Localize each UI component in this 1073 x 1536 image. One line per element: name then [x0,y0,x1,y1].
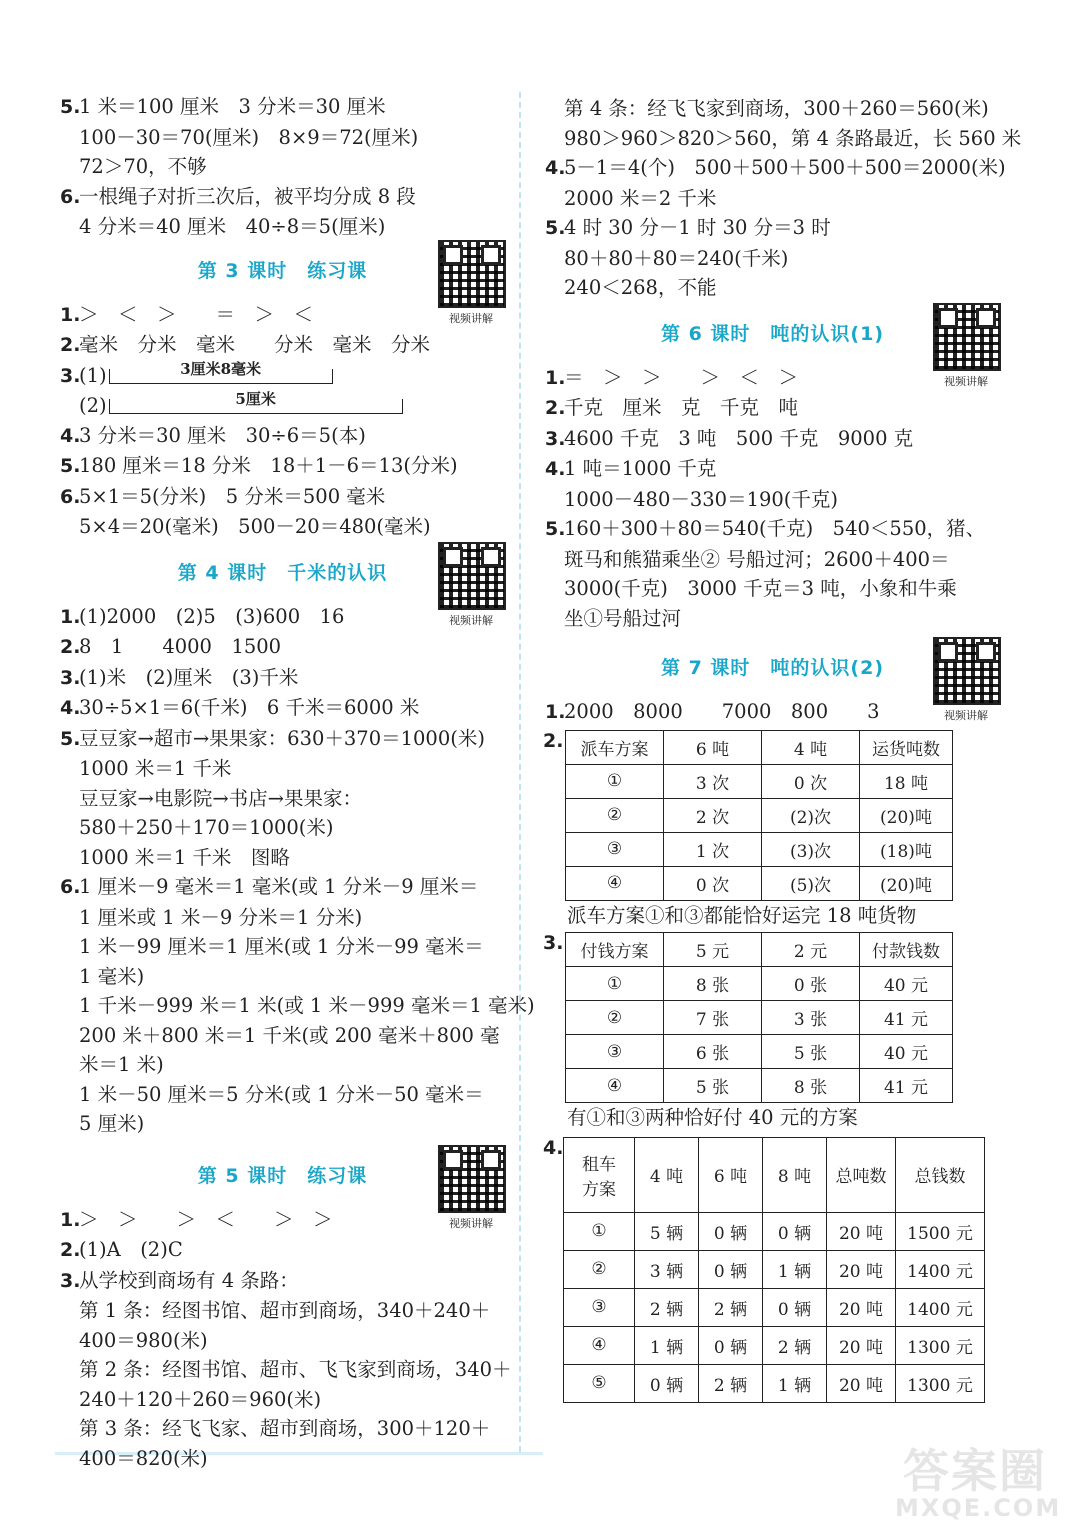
rental-table [563,1137,985,1403]
table-cell: ③ [566,832,664,866]
table-header-cell: 付款钱数 [860,933,953,967]
answer-line [60,991,535,1021]
ruler-line [109,390,403,414]
answer-line [60,1235,505,1266]
table-cell: ① [566,967,664,1001]
answer-text: 240＜268，不能 [564,276,717,299]
watermark-url: MXQE.COM [895,1494,1062,1522]
answer-text: 2000 米＝2 千米 [564,186,717,210]
qr-code-icon [933,637,1001,705]
answer-text: ＞ ＜ ＞ ＝ ＞ ＜ [79,302,314,326]
table-block-3 [545,932,1000,1133]
table-header-row [566,730,953,764]
table-cell: 3 次 [664,764,762,798]
table-cell: 0 辆 [763,1212,827,1250]
qr-caption: 视频讲解 [449,1216,493,1230]
table-cell: ③ [566,1035,664,1069]
table-cell: 1 辆 [763,1364,827,1402]
answer-line [60,962,505,992]
table-row [564,1326,985,1364]
answer-line [545,273,1000,303]
answer-text: 1 厘米或 1 米－9 分米＝1 分米) [79,905,363,929]
table-row [564,1250,985,1288]
answer-text: 4600 千克 3 吨 500 千克 9000 克 [564,426,914,450]
table-header-cell: 2 元 [762,933,860,967]
ruler-prefix: (2) [79,394,107,417]
answer-line [545,184,1000,214]
item-number: 3. [60,1269,81,1292]
answer-text: 240＋120＋260＝960(米) [79,1387,322,1411]
item-number: 1. [545,366,566,389]
answer-text: 1000 米＝1 千米 图略 [79,845,290,869]
answer-line [60,1414,505,1444]
answer-line [60,1080,505,1110]
answer-line [60,903,505,933]
table-cell: 1400 元 [896,1250,985,1288]
answer-line [60,1266,505,1297]
item-number: 4. [60,697,81,719]
answer-text: ＞ ＞ ＞ ＜ ＞ ＞ [79,1207,333,1231]
table-cell: 3 张 [762,1001,860,1035]
answer-line [545,424,1000,455]
answer-text: 8 1 4000 1500 [79,635,282,658]
answer-line [60,932,505,962]
answer-line [545,393,1000,424]
answer-line [60,663,505,694]
answer-line [60,1326,505,1356]
answer-text: 豆豆家→电影院→书店→果果家： [79,786,363,810]
answer-text: 5×4＝20(毫米) 500－20＝480(毫米) [79,515,431,538]
table-cell: 20 吨 [827,1250,896,1288]
dispatch-table [565,730,953,901]
answer-line [60,1444,505,1474]
answer-text: 1 米－50 厘米＝5 分米(或 1 分米－50 毫米＝ [79,1082,484,1106]
table-cell: 5 张 [664,1069,762,1103]
qr-caption: 视频讲解 [449,311,493,325]
table-cell: 1 辆 [635,1326,699,1364]
answer-text: 一根绳子对折三次后，被平均分成 8 段 [79,184,416,208]
answer-text: 400＝980(米) [79,1328,208,1352]
answer-text: (1)米 (2)厘米 (3)千米 [79,665,299,689]
item-number: 6. [60,485,81,508]
answer-line [60,872,505,903]
section-title: 第 7 课时 吨的认识(2) [660,657,885,679]
table-header-cell: 6 吨 [699,1137,763,1212]
table-cell: 1300 元 [896,1364,985,1402]
answer-text: 坐①号船过河 [564,606,682,630]
table-cell: 0 辆 [763,1288,827,1326]
table-cell: 0 辆 [699,1250,763,1288]
table-header-cell: 总吨数 [827,1137,896,1212]
table-cell: 5 张 [762,1035,860,1069]
answer-text: 72＞70，不够 [79,155,207,178]
item-number: 1. [545,701,566,723]
qr-code[interactable] [437,240,505,326]
table-cell: ① [566,764,664,798]
table-cell: ② [566,1001,664,1035]
table-cell: (3)次 [762,832,860,866]
qr-caption: 视频讲解 [944,709,988,722]
answer-line [60,123,505,153]
table-cell: 1500 元 [896,1212,985,1250]
answer-text: 3000(千克) 3000 千克＝3 吨，小象和牛乘 [564,577,957,600]
answer-text: 1 吨＝1000 千克 [564,457,717,480]
item-number: 4. [543,1136,564,1159]
item-number: 3. [60,364,81,387]
table-cell: (20)吨 [860,866,953,900]
item-number: 2. [60,636,81,658]
table-row [564,1212,985,1250]
table-header-cell: 5 元 [664,933,762,967]
item-number: 3. [543,932,564,954]
answer-text: 100－30＝70(厘米) 8×9＝72(厘米) [79,125,419,149]
qr-code-icon [438,1145,506,1213]
table-cell: 41 元 [860,1001,953,1035]
answer-text: (1)A (2)C [79,1238,183,1261]
ruler-line [109,359,333,384]
answer-text: 3 分米＝30 厘米 30÷6＝5(本) [79,423,366,447]
answer-text: 180 厘米＝18 分米 18＋1－6＝13(分米) [79,454,458,477]
answer-line [60,482,505,513]
answer-line [60,152,505,182]
left-column [60,92,535,1473]
table-header-cell: 6 吨 [664,730,762,764]
table-cell: 6 张 [664,1035,762,1069]
item-number: 1. [60,605,81,628]
qr-code[interactable] [932,637,1000,723]
qr-code-icon [438,240,506,308]
answer-text: 980＞960＞820＞560，第 4 条路最近，长 560 米 [564,126,1022,150]
answer-line [60,843,505,873]
item-number: 2. [60,1239,81,1261]
answer-line [60,693,505,724]
right-column [543,94,1022,1403]
answer-line [545,94,1000,124]
answer-text: 第 4 条：经飞飞家到商场，300＋260＝560(米) [564,97,989,120]
answer-line [545,124,1022,154]
table-cell: ④ [566,866,664,900]
answer-line [60,1050,505,1080]
table-cell: 5 辆 [635,1212,699,1250]
answer-text: 1 毫米) [79,964,145,988]
table-header-cell: 4 吨 [635,1137,699,1212]
answer-text: 1 米－99 厘米＝1 厘米(或 1 分米－99 毫米＝ [79,935,484,958]
answer-text: 80＋80＋80＝240(千米) [564,246,789,270]
answer-text: 第 3 条：经飞飞家、超市到商场，300＋120＋ [79,1417,491,1440]
item-number: 1. [60,303,81,326]
ruler-label: 5厘米 [235,390,276,408]
table-cell: ④ [564,1326,635,1364]
answer-line [60,754,505,784]
table-block-4 [545,1137,1000,1403]
item-number: 3. [545,427,566,450]
table-cell: 40 元 [860,967,953,1001]
qr-code[interactable] [932,303,1000,389]
ruler-label: 3厘米8毫米 [180,359,262,378]
answer-text: 1000 米＝1 千米 [79,757,232,780]
answer-text: 1 米＝100 厘米 3 分米＝30 厘米 [79,95,386,118]
table-cell: (20)吨 [860,798,953,832]
answer-line [60,1109,505,1139]
answer-line [60,784,505,814]
table-cell: ② [566,798,664,832]
answer-text: ＝ ＞ ＞ ＞ ＜ ＞ [564,365,799,389]
answer-line [545,485,1000,515]
watermark-logo: 答案圈 [903,1444,1047,1498]
table-cell: 8 张 [762,1069,860,1103]
table-header-cell: 付钱方案 [566,933,664,967]
table-header-row [564,1137,985,1212]
answer-line [60,1021,505,1051]
item-number: 5. [545,518,566,540]
section-title: 第 5 课时 练习课 [197,1164,368,1187]
answer-text: 斑马和熊猫乘坐② 号船过河；2600＋400＝ [564,547,950,571]
section-title: 第 4 课时 千米的认识 [177,561,388,584]
table-cell: (18)吨 [860,832,953,866]
table-cell: (2)次 [762,798,860,832]
answer-text: 5 厘米) [79,1112,145,1135]
table-row [564,1364,985,1402]
item-number: 4. [545,157,566,179]
table-row [566,764,953,798]
section-header-lesson6 [545,307,1000,388]
item-number: 5. [60,727,81,750]
answer-text: 30÷5×1＝6(千米) 6 千米＝6000 米 [79,696,420,719]
answer-line [60,421,505,452]
answer-text: 4 时 30 分－1 时 30 分＝3 时 [564,216,831,239]
table-cell: 8 张 [664,967,762,1001]
answer-text: 第 1 条：经图书馆、超市到商场，340＋240＋ [79,1299,491,1322]
site-watermark [895,1444,1062,1526]
qr-code[interactable] [437,1145,505,1231]
table-block-2 [545,730,1000,931]
table-cell: 1400 元 [896,1288,985,1326]
qr-caption: 视频讲解 [449,613,493,627]
answer-text: 豆豆家→超市→果果家：630＋370＝1000(米) [79,726,485,750]
table-row [564,1288,985,1326]
table-cell: 2 次 [664,798,762,832]
answer-line [545,604,1000,634]
answer-line [545,574,1000,604]
table-header-cell: 运货吨数 [860,730,953,764]
table-cell: 2 辆 [699,1288,763,1326]
answer-text: 400＝820(米) [79,1446,208,1470]
answer-line [60,1355,512,1385]
item-number: 3. [60,666,81,689]
table-header-cell: 8 吨 [763,1137,827,1212]
answer-text: 从学校到商场有 4 条路： [79,1268,299,1292]
table-row [566,967,953,1001]
answer-line [60,212,505,242]
item-number: 5. [60,455,81,477]
table-note: 有①和③两种恰好付 40 元的方案 [567,1106,858,1129]
answer-line [60,1385,505,1415]
item-number: 2. [543,729,564,752]
column-divider [519,92,521,1452]
table-cell: 40 元 [860,1035,953,1069]
table-header-cell: 4 吨 [762,730,860,764]
section-title: 第 3 课时 练习课 [197,259,368,282]
answer-text: 米＝1 米) [79,1053,164,1076]
table-cell: 1300 元 [896,1326,985,1364]
section-header-lesson5 [60,1149,505,1230]
qr-code-icon [933,303,1001,371]
table-header-row [566,933,953,967]
table-row [566,832,953,866]
answer-text: 4 分米＝40 厘米 40÷8＝5(厘米) [79,215,386,238]
item-number: 2. [545,397,566,419]
table-cell: 18 吨 [860,764,953,798]
table-cell: 2 辆 [635,1288,699,1326]
table-cell: 1 辆 [763,1250,827,1288]
table-note: 派车方案①和③都能恰好运完 18 吨货物 [567,903,917,927]
ruler-item-2 [60,391,505,421]
answer-line [60,724,505,755]
table-row [566,866,953,900]
table-cell: ② [564,1250,635,1288]
table-cell: 0 辆 [699,1212,763,1250]
answer-line [60,451,505,482]
table-row [566,1069,953,1103]
table-cell: 0 辆 [635,1364,699,1402]
section-title: 第 6 课时 吨的认识(1) [660,322,885,345]
answer-line [545,213,1000,244]
answer-line [545,153,1006,184]
table-cell: 0 张 [762,967,860,1001]
answer-line [60,1296,505,1326]
payment-table [565,932,953,1103]
answer-text: 2000 8000 7000 800 3 [564,700,880,723]
table-cell: 7 张 [664,1001,762,1035]
table-cell: 20 吨 [827,1364,896,1402]
answer-text: 160＋300＋80＝540(千克) 540＜550，猪、 [564,517,986,540]
table-header-cell: 派车方案 [566,730,664,764]
table-cell: (5)次 [762,866,860,900]
table-row [566,798,953,832]
qr-caption: 视频讲解 [944,374,988,388]
answer-line [545,244,1000,274]
answer-text: 1 千米－999 米＝1 米(或 1 米－999 毫米＝1 毫米) [79,994,535,1017]
answer-line [60,512,505,542]
qr-code-icon [438,542,506,610]
table-row [566,1035,953,1069]
answer-line [60,813,505,843]
table-cell: ① [564,1212,635,1250]
table-header-cell: 租车 方案 [564,1137,635,1212]
table-header-cell: 总钱数 [896,1137,985,1212]
item-number: 2. [60,334,81,356]
qr-code[interactable] [437,542,505,628]
table-cell: 2 辆 [699,1364,763,1402]
table-cell: 0 辆 [699,1326,763,1364]
answer-line [60,632,505,663]
ruler-prefix: (1) [79,363,107,387]
answer-text: 千克 厘米 克 千克 吨 [564,396,799,419]
answer-line [545,545,1000,575]
table-cell: 41 元 [860,1069,953,1103]
answer-line [545,514,1000,545]
table-cell: ④ [566,1069,664,1103]
table-cell: 2 辆 [763,1326,827,1364]
answer-line [545,454,1000,485]
item-number: 5. [60,96,81,118]
item-number: 6. [60,876,81,898]
answer-line [60,92,505,123]
answer-text: 5－1＝4(个) 500＋500＋500＋500＝2000(米) [564,156,1006,179]
item-number: 5. [545,217,566,239]
item-number: 1. [60,1208,81,1231]
answer-text: 毫米 分米 毫米 分米 毫米 分米 [79,333,431,356]
section-header-lesson3 [60,244,505,325]
table-cell: 1 次 [664,832,762,866]
answer-text: (1)2000 (2)5 (3)600 16 [79,604,345,628]
answer-text: 580＋250＋170＝1000(米) [79,816,334,839]
answer-text: 第 2 条：经图书馆、超市、飞飞家到商场，340＋ [79,1358,512,1381]
table-row [566,1001,953,1035]
table-cell: 20 吨 [827,1326,896,1364]
table-cell: 20 吨 [827,1212,896,1250]
item-number: 4. [545,458,566,480]
table-cell: 3 辆 [635,1250,699,1288]
item-number: 6. [60,185,81,208]
table-cell: 0 次 [762,764,860,798]
answer-text: 1 厘米－9 毫米＝1 毫米(或 1 分米－9 厘米＝ [79,875,479,898]
item-number: 4. [60,424,81,447]
table-cell: 20 吨 [827,1288,896,1326]
table-cell: 0 次 [664,866,762,900]
answer-line [60,182,505,213]
table-cell: ⑤ [564,1364,635,1402]
answer-text: 1000－480－330＝190(千克) [564,487,838,511]
answer-text: 200 米＋800 米＝1 千米(或 200 毫米＋800 毫 [79,1023,500,1047]
answer-text: 5×1＝5(分米) 5 分米＝500 毫米 [79,484,386,508]
table-cell: ③ [564,1288,635,1326]
